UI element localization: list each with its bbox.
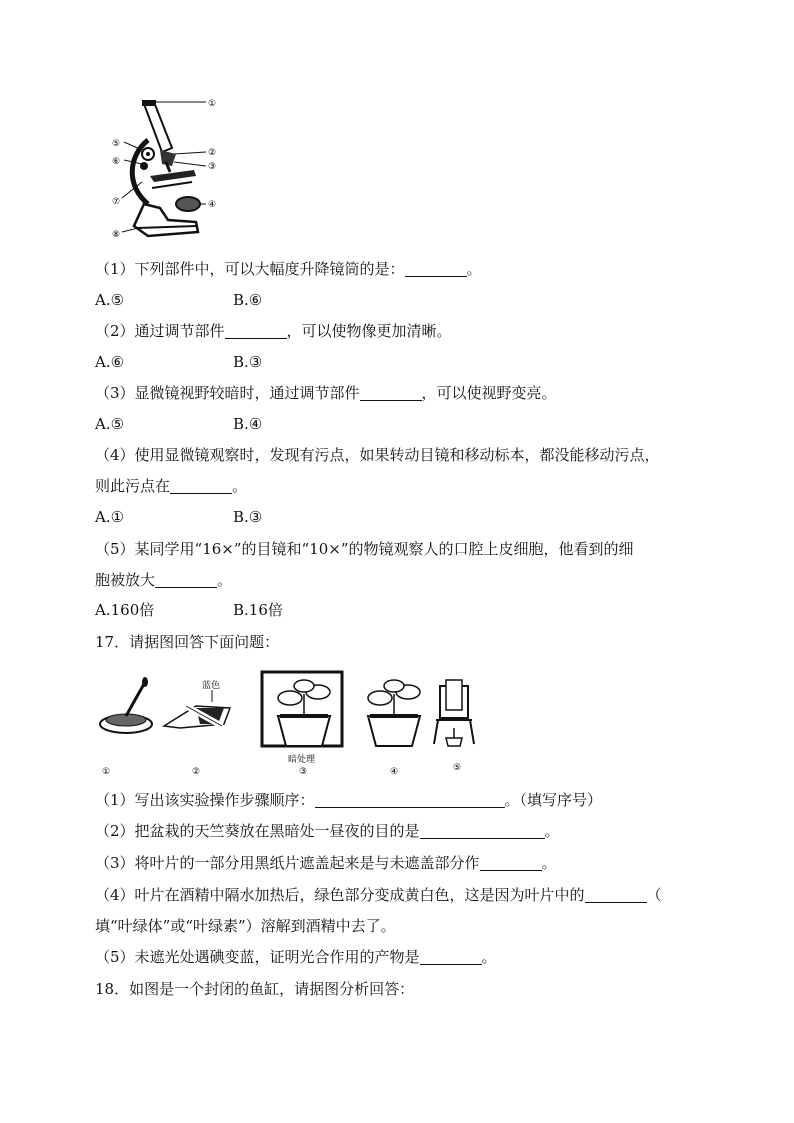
q16-part1: （1）下列部件中，可以大幅度升降镜筒的是： 。: [95, 260, 482, 278]
q16-2-option-b: B.③: [233, 353, 263, 371]
experiment-figure: [96, 664, 486, 780]
q17-item5: （5）未遮光处遇碘变蓝，证明光合作用的产物是 。: [95, 948, 497, 966]
q17-item2: （2）把盆栽的天竺葵放在黑暗处一昼夜的目的是 。: [95, 822, 560, 840]
q16-5-option-b: B.16倍: [233, 601, 283, 619]
answer-blank[interactable]: [480, 854, 542, 871]
q17-item4-cont: 填“叶绿体”或“叶绿素”）溶解到酒精中去了。: [95, 917, 396, 935]
fig-label-2: ②: [192, 767, 201, 777]
label-2: ②: [208, 148, 217, 158]
label-6: ⑥: [112, 157, 121, 167]
figure-blue-text: 蓝色: [202, 681, 221, 691]
q16-part4-line1: （4）使用显微镜观察时，发现有污点，如果转动目镜和移动标本，都没能移动污点，: [95, 446, 660, 464]
q16-2-option-a: A.⑥: [95, 353, 125, 371]
figure-dark-text: 暗处理: [288, 755, 316, 765]
q16-4-option-b: B.③: [233, 508, 263, 526]
answer-blank[interactable]: [585, 886, 647, 903]
q16-part2: （2）通过调节部件 ，可以使物像更加清晰。: [95, 322, 452, 340]
q17-title: 17．请据图回答下面问题：: [95, 633, 280, 651]
label-4: ④: [208, 200, 217, 210]
answer-blank[interactable]: [420, 822, 545, 839]
label-1: ①: [208, 99, 217, 109]
q16-4-option-a: A.①: [95, 508, 125, 526]
q16-1-option-a: A.⑤: [95, 291, 125, 309]
fig-label-4: ④: [390, 767, 399, 777]
answer-blank[interactable]: [360, 384, 422, 401]
answer-blank[interactable]: [315, 791, 505, 808]
answer-blank[interactable]: [405, 260, 467, 277]
label-3: ③: [208, 162, 217, 172]
q16-part5-line2: 胞被放大 。: [95, 571, 233, 589]
answer-blank[interactable]: [225, 322, 287, 339]
label-5: ⑤: [112, 139, 121, 149]
q16-3-option-b: B.④: [233, 415, 263, 433]
q17-item1: （1）写出该实验操作步骤顺序： 。（填写序号）: [95, 791, 603, 809]
answer-blank[interactable]: [170, 477, 232, 494]
answer-blank[interactable]: [155, 571, 217, 588]
fig-label-1: ①: [102, 767, 111, 777]
fig-label-5: ⑤: [453, 763, 462, 773]
q16-1-option-b: B.⑥: [233, 291, 263, 309]
q16-3-option-a: A.⑤: [95, 415, 125, 433]
q16-5-option-a: A.160倍: [95, 601, 155, 619]
q18-title: 18．如图是一个封闭的鱼缸，请据图分析回答：: [95, 980, 415, 998]
q17-item3: （3）将叶片的一部分用黑纸片遮盖起来是与未遮盖部分作 。: [95, 854, 557, 872]
q17-item4: （4）叶片在酒精中隔水加热后，绿色部分变成黄白色，这是因为叶片中的 （: [95, 886, 662, 904]
answer-blank[interactable]: [420, 948, 482, 965]
q16-part3: （3）显微镜视野较暗时，通过调节部件 ，可以使视野变亮。: [95, 384, 557, 402]
fig-label-3: ③: [299, 767, 308, 777]
label-7: ⑦: [112, 197, 121, 207]
q16-part4-line2: 则此污点在 。: [95, 477, 248, 495]
label-8: ⑧: [112, 230, 121, 240]
microscope-figure: [108, 96, 228, 246]
q16-part5-line1: （5）某同学用“16×”的目镜和“10×”的物镜观察人的口腔上皮细胞，他看到的细: [95, 540, 634, 558]
